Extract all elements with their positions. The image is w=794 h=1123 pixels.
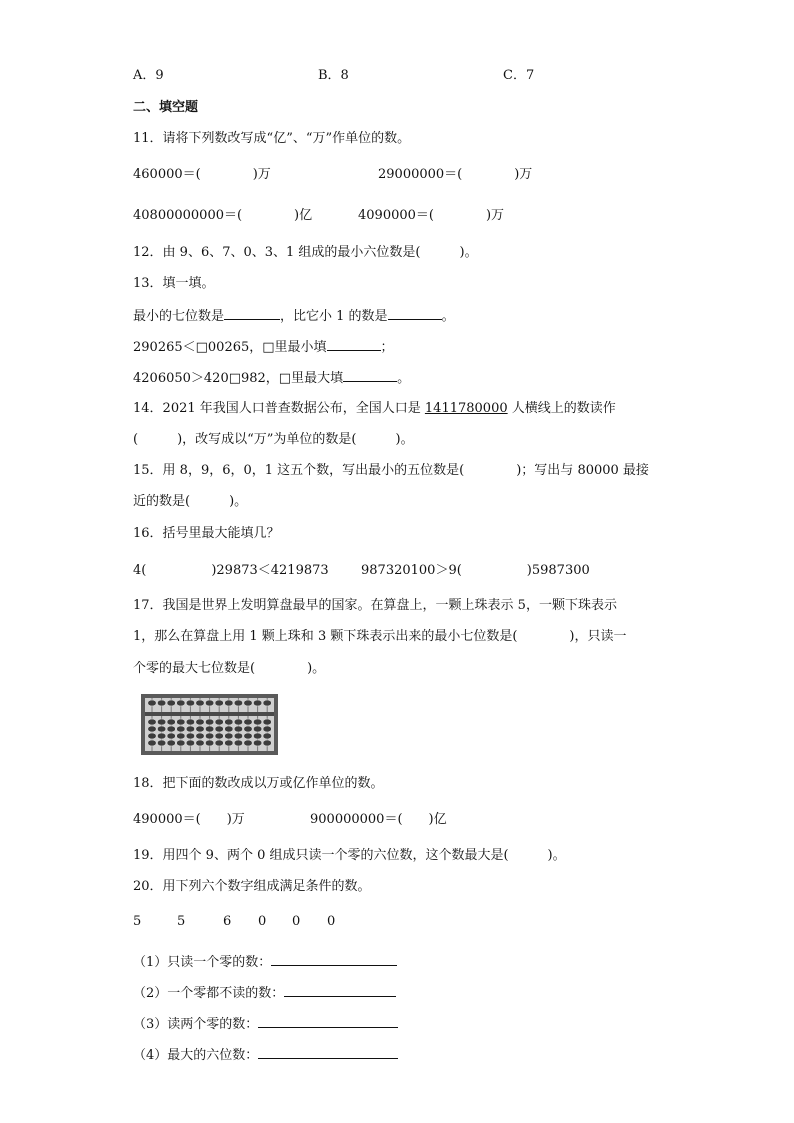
q13-l1-text-b: ，比它小 1 的数是 xyxy=(280,309,388,324)
q20-digit: 5 xyxy=(133,914,142,929)
abacus-bead xyxy=(215,733,223,739)
q13-l3-text-b: 。 xyxy=(397,371,411,386)
abacus-bead xyxy=(167,719,175,725)
abacus-bead xyxy=(205,740,213,746)
option-a: A．9 xyxy=(133,68,164,83)
q20-digit: 0 xyxy=(292,914,301,929)
abacus-bead xyxy=(148,726,156,732)
q15-line-1: 15．用 8，9，6，0，1 这五个数，写出最小的五位数是( )；写出与 80000 最接 xyxy=(133,463,649,478)
abacus-bead xyxy=(225,726,233,732)
abacus-bead xyxy=(225,700,233,706)
q20-sub-2-label: （2）一个零都不读的数： xyxy=(133,986,285,1001)
abacus-bead xyxy=(157,700,165,706)
q11-item-2: 29000000＝( )万 xyxy=(378,167,533,182)
abacus-bead xyxy=(253,740,261,746)
abacus-bead xyxy=(253,700,261,706)
abacus-bead xyxy=(186,726,194,732)
abacus-bead xyxy=(225,740,233,746)
abacus-bead xyxy=(177,726,185,732)
option-c: C．7 xyxy=(503,68,535,83)
q20-sub-1-label: （1）只读一个零的数： xyxy=(133,955,272,970)
section-title: 二、填空题 xyxy=(133,100,199,115)
abacus-bead xyxy=(263,726,271,732)
abacus-bead xyxy=(148,740,156,746)
q13-line-3 xyxy=(133,369,410,387)
abacus-bead xyxy=(234,726,242,732)
q12-stem: 12．由 9、6、7、0、3、1 组成的最小六位数是( )。 xyxy=(133,245,478,260)
abacus-bead xyxy=(215,726,223,732)
abacus-bead xyxy=(234,700,242,706)
q17-line-1: 17．我国是世界上发明算盘最早的国家。在算盘上，一颗上珠表示 5，一颗下珠表示 xyxy=(133,598,617,613)
q20-sub-3-label: （3）读两个零的数： xyxy=(133,1017,259,1032)
abacus-bead xyxy=(205,700,213,706)
abacus-bead xyxy=(177,719,185,725)
q13-l3-text-a: 4206050＞420□982，□里最大填 xyxy=(133,371,344,386)
q17-line-3: 个零的最大七位数是( )。 xyxy=(133,661,326,676)
q13-l2-text-a: 290265＜□00265，□里最小填 xyxy=(133,340,327,355)
abacus-image xyxy=(141,694,278,755)
q20-digit: 0 xyxy=(327,914,336,929)
abacus-bead xyxy=(157,740,165,746)
answer-blank[interactable] xyxy=(388,307,442,320)
q20-sub-1 xyxy=(133,953,397,971)
q20-digit: 5 xyxy=(177,914,186,929)
abacus-bead xyxy=(186,733,194,739)
q16-item-1: 4( )29873＜4219873 xyxy=(133,563,329,578)
q13-line-2 xyxy=(133,338,394,356)
abacus-bead xyxy=(167,733,175,739)
q11-item-3: 40800000000＝( )亿 xyxy=(133,208,313,223)
q13-l2-text-b: ； xyxy=(380,340,394,355)
abacus-bead xyxy=(148,733,156,739)
q18-stem: 18．把下面的数改成以万或亿作单位的数。 xyxy=(133,776,384,791)
abacus-bead xyxy=(205,719,213,725)
q20-stem: 20．用下列六个数字组成满足条件的数。 xyxy=(133,879,371,894)
abacus-bead xyxy=(244,733,252,739)
abacus-bead xyxy=(167,726,175,732)
abacus-bead xyxy=(196,726,204,732)
abacus-beam xyxy=(145,712,274,716)
q20-sub-2 xyxy=(133,984,396,1002)
option-b: B．8 xyxy=(318,68,349,83)
q17-line-2: 1，那么在算盘上用 1 颗上珠和 3 颗下珠表示出来的最小七位数是( )，只读一 xyxy=(133,629,627,644)
q20-digit: 6 xyxy=(223,914,232,929)
q11-item-1: 460000＝( )万 xyxy=(133,167,271,182)
abacus-bead xyxy=(244,726,252,732)
abacus-bead xyxy=(215,719,223,725)
abacus-bead xyxy=(196,733,204,739)
abacus-bead xyxy=(263,733,271,739)
q19-stem: 19．用四个 9、两个 0 组成只读一个零的六位数，这个数最大是( )。 xyxy=(133,848,566,863)
abacus-bead xyxy=(263,700,271,706)
abacus-bead xyxy=(253,719,261,725)
abacus-bead xyxy=(225,719,233,725)
answer-blank[interactable] xyxy=(258,1015,398,1028)
abacus-bead xyxy=(234,740,242,746)
abacus-bead xyxy=(205,733,213,739)
q13-l1-text-c: 。 xyxy=(441,309,455,324)
q11-item-4: 4090000＝( )万 xyxy=(358,208,505,223)
abacus-bead xyxy=(196,740,204,746)
abacus-bead xyxy=(148,700,156,706)
answer-blank[interactable] xyxy=(271,953,397,966)
answer-blank[interactable] xyxy=(327,338,381,351)
abacus-bead xyxy=(225,733,233,739)
q13-l1-text-a: 最小的七位数是 xyxy=(133,309,225,324)
abacus-bead xyxy=(186,740,194,746)
abacus-bead xyxy=(177,700,185,706)
q14-text-a: 14．2021 年我国人口普查数据公布，全国人口是 xyxy=(133,401,425,416)
q14-line-1 xyxy=(133,401,616,417)
q16-stem: 16．括号里最大能填几？ xyxy=(133,526,280,541)
abacus-bead xyxy=(196,719,204,725)
answer-blank[interactable] xyxy=(224,307,280,320)
abacus-bead xyxy=(244,740,252,746)
q14-text-b: 人横线上的数读作 xyxy=(507,401,616,416)
abacus-bead xyxy=(253,726,261,732)
q20-digit: 0 xyxy=(258,914,267,929)
abacus-bead xyxy=(205,726,213,732)
abacus-bead xyxy=(215,740,223,746)
abacus-bead xyxy=(234,719,242,725)
q13-stem: 13．填一填。 xyxy=(133,276,215,291)
q18-item-2: 900000000＝( )亿 xyxy=(310,812,447,827)
abacus-bead xyxy=(186,700,194,706)
abacus-bead xyxy=(148,719,156,725)
q14-underlined-number: 1411780000 xyxy=(424,401,508,416)
abacus-bead xyxy=(263,719,271,725)
q20-sub-4-label: （4）最大的六位数： xyxy=(133,1048,259,1063)
abacus-bead xyxy=(186,719,194,725)
q20-sub-4 xyxy=(133,1046,398,1064)
abacus-bead xyxy=(167,740,175,746)
abacus-bead xyxy=(177,740,185,746)
q18-item-1: 490000＝( )万 xyxy=(133,812,245,827)
q11-stem: 11．请将下列数改写成“亿”、“万”作单位的数。 xyxy=(133,131,411,146)
answer-blank[interactable] xyxy=(343,369,397,382)
abacus-bead xyxy=(167,700,175,706)
q15-line-2: 近的数是( )。 xyxy=(133,494,248,509)
abacus-bead xyxy=(253,733,261,739)
q16-item-2: 987320100＞9( )5987300 xyxy=(361,563,590,578)
abacus-bead xyxy=(244,719,252,725)
q13-line-1 xyxy=(133,307,455,325)
abacus-bead xyxy=(215,700,223,706)
abacus-bead xyxy=(244,700,252,706)
abacus-bead xyxy=(177,733,185,739)
abacus-bead xyxy=(157,726,165,732)
answer-blank[interactable] xyxy=(258,1046,398,1059)
abacus-bead xyxy=(234,733,242,739)
abacus-bead xyxy=(196,700,204,706)
answer-blank[interactable] xyxy=(284,984,396,997)
q14-line-2: ( )，改写成以“万”为单位的数是( )。 xyxy=(133,432,414,447)
abacus-bead xyxy=(157,719,165,725)
abacus-bead xyxy=(263,740,271,746)
abacus-bead xyxy=(157,733,165,739)
q20-sub-3 xyxy=(133,1015,398,1033)
